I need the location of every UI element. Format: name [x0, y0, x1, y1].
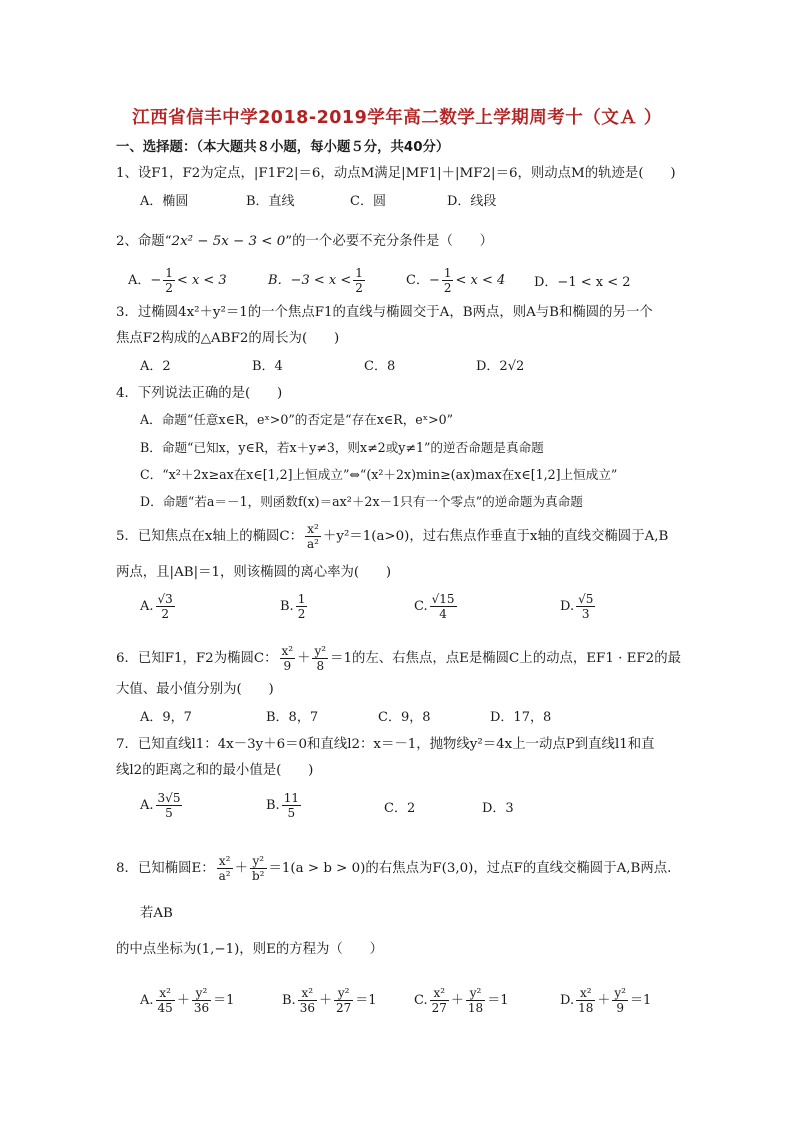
q5-option-c: C. $\frac{√15}{4}$ — [414, 592, 455, 621]
section-heading: 一、选择题：（本大题共８小题，每小题５分，共40分） — [116, 140, 450, 155]
q6-option-c: C．9，8 — [378, 710, 431, 725]
q4-option-c: C．“x²＋2x≥ax在x∈[1,2]上恒成立”⇔“(x²＋2x)min≥(ax)max在x∈[1,2]上恒成立” — [140, 467, 618, 482]
q6-option-b: B．8，7 — [266, 710, 319, 725]
q5-option-a: A. $\frac{√3}{2}$ — [140, 592, 173, 621]
q1-option-a: A．椭圆 — [140, 194, 189, 209]
q5-option-b: B. $\frac{1}{2}$ — [280, 592, 306, 621]
q3-option-d: D．2√2 — [476, 359, 525, 374]
question-7-line-1: 7．已知直线l1：4x－3y＋6＝0和直线l2：x＝－1，抛物线y²＝4x上一动点P到直线l1和直 — [116, 737, 655, 752]
q2-option-d: D．−1 < x < 2 — [534, 275, 631, 290]
q8-option-b: B. $\frac{\text{x²}}{36}$ ＋ $\frac{\text{y²}}{27}$ ＝1 — [282, 986, 377, 1015]
q3-option-c: C．8 — [364, 359, 396, 374]
q7-option-c: C．2 — [384, 801, 416, 816]
question-5-line-1: 5．已知焦点在x轴上的椭圆C： $\frac{\text{x²}}{\text{a²}}$ ＋y²＝1(a>0)，过右焦点作垂直于x轴的直线交椭圆于A,B — [116, 522, 669, 551]
question-5-line-2: 两点，且|AB|＝1，则该椭圆的离心率为( ) — [116, 565, 392, 580]
q7-option-d: D．3 — [482, 801, 514, 816]
question-3-line-1: 3．过椭圆4x²＋y²＝1的一个焦点F1的直线与椭圆交于A，B两点，则A与B和椭圆的另一个 — [116, 305, 653, 320]
q8-option-a: A. $\frac{\text{x²}}{45}$ ＋ $\frac{\text{y²}}{36}$ ＝1 — [140, 986, 235, 1015]
q5-option-d: D. $\frac{√5}{3}$ — [560, 592, 594, 621]
q3-option-a: A．2 — [140, 359, 171, 374]
q4-option-a: A．命题“任意x∈R，eˣ>0”的否定是“存在x∈R，eˣ>0” — [140, 412, 454, 427]
question-7-line-2: 线l2的距离之和的最小值是( ) — [116, 763, 314, 778]
q8-option-c: C. $\frac{\text{x²}}{27}$ ＋ $\frac{\text{y²}}{18}$ ＝1 — [414, 986, 509, 1015]
question-6-line-2: 大值、最小值分别为( ) — [116, 682, 274, 697]
q7-option-a: A. $\frac{3√5}{5}$ — [140, 791, 181, 820]
q7-option-b: B. $\frac{11}{5}$ — [266, 791, 299, 820]
question-8-line-1: 8．已知椭圆E： $\frac{\text{x²}}{\text{a²}}$ ＋ $\frac{\text{y²}}{\text{b²}}$ ＝1(a > b > 0)的右焦点为F(3,0)，过点F的直线交椭圆于A,B两点. — [116, 854, 672, 883]
q2-option-c: C．− $\frac{1}{2}$ < x < 4 — [406, 266, 506, 295]
q8-option-d: D. $\frac{\text{x²}}{18}$ ＋ $\frac{\text{y²}}{9}$ ＝1 — [560, 986, 652, 1015]
q6-option-d: D．17，8 — [490, 710, 552, 725]
q6-option-a: A．9，7 — [140, 710, 192, 725]
q2-expression: 2x² − 5x − 3 < 0 — [171, 234, 286, 249]
q4-option-b: B．命题“已知x，y∈R，若x＋y≠3，则x≠2或y≠1”的逆否命题是真命题 — [140, 440, 544, 455]
q3-option-b: B．4 — [252, 359, 283, 374]
page-title: 江西省信丰中学2018-2019学年高二数学上学期周考十（文Ａ ） — [132, 108, 662, 128]
q2-option-b: B．−3 < x < $\frac{1}{2}$ — [268, 266, 363, 295]
question-2-stem: 2、命题“2x² − 5x − 3 < 0”的一个必要不充分条件是（ ） — [116, 234, 494, 249]
q1-option-c: C．圆 — [350, 194, 386, 209]
q4-option-d: D．命题“若a＝－1，则函数f(x)＝ax²＋2x－1只有一个零点”的逆命题为真命题 — [140, 494, 583, 509]
question-3-line-2: 焦点F2构成的△ABF2的周长为( ) — [116, 331, 340, 346]
question-4-stem: 4．下列说法正确的是( ) — [116, 386, 283, 401]
q1-option-b: B．直线 — [246, 194, 295, 209]
q1-option-d: D．线段 — [447, 194, 497, 209]
question-1-stem: 1、设F1，F2为定点，|F1F2|＝6，动点M满足|MF1|＋|MF2|＝6，则动点M的轨迹是( ) — [116, 166, 676, 181]
q2-option-a: A．− $\frac{1}{2}$ < x < 3 — [128, 266, 227, 295]
question-6-line-1: 6．已知F1，F2为椭圆C： $\frac{\text{x²}}{9}$ ＋ $\frac{\text{y²}}{8}$ ＝1的左、右焦点，点E是椭圆C上的动点，EF1 · EF2的最 — [116, 644, 681, 673]
question-8-line-2: 若AB — [140, 906, 173, 921]
question-8-line-3: 的中点坐标为(1,−1)，则E的方程为（ ） — [116, 942, 383, 957]
